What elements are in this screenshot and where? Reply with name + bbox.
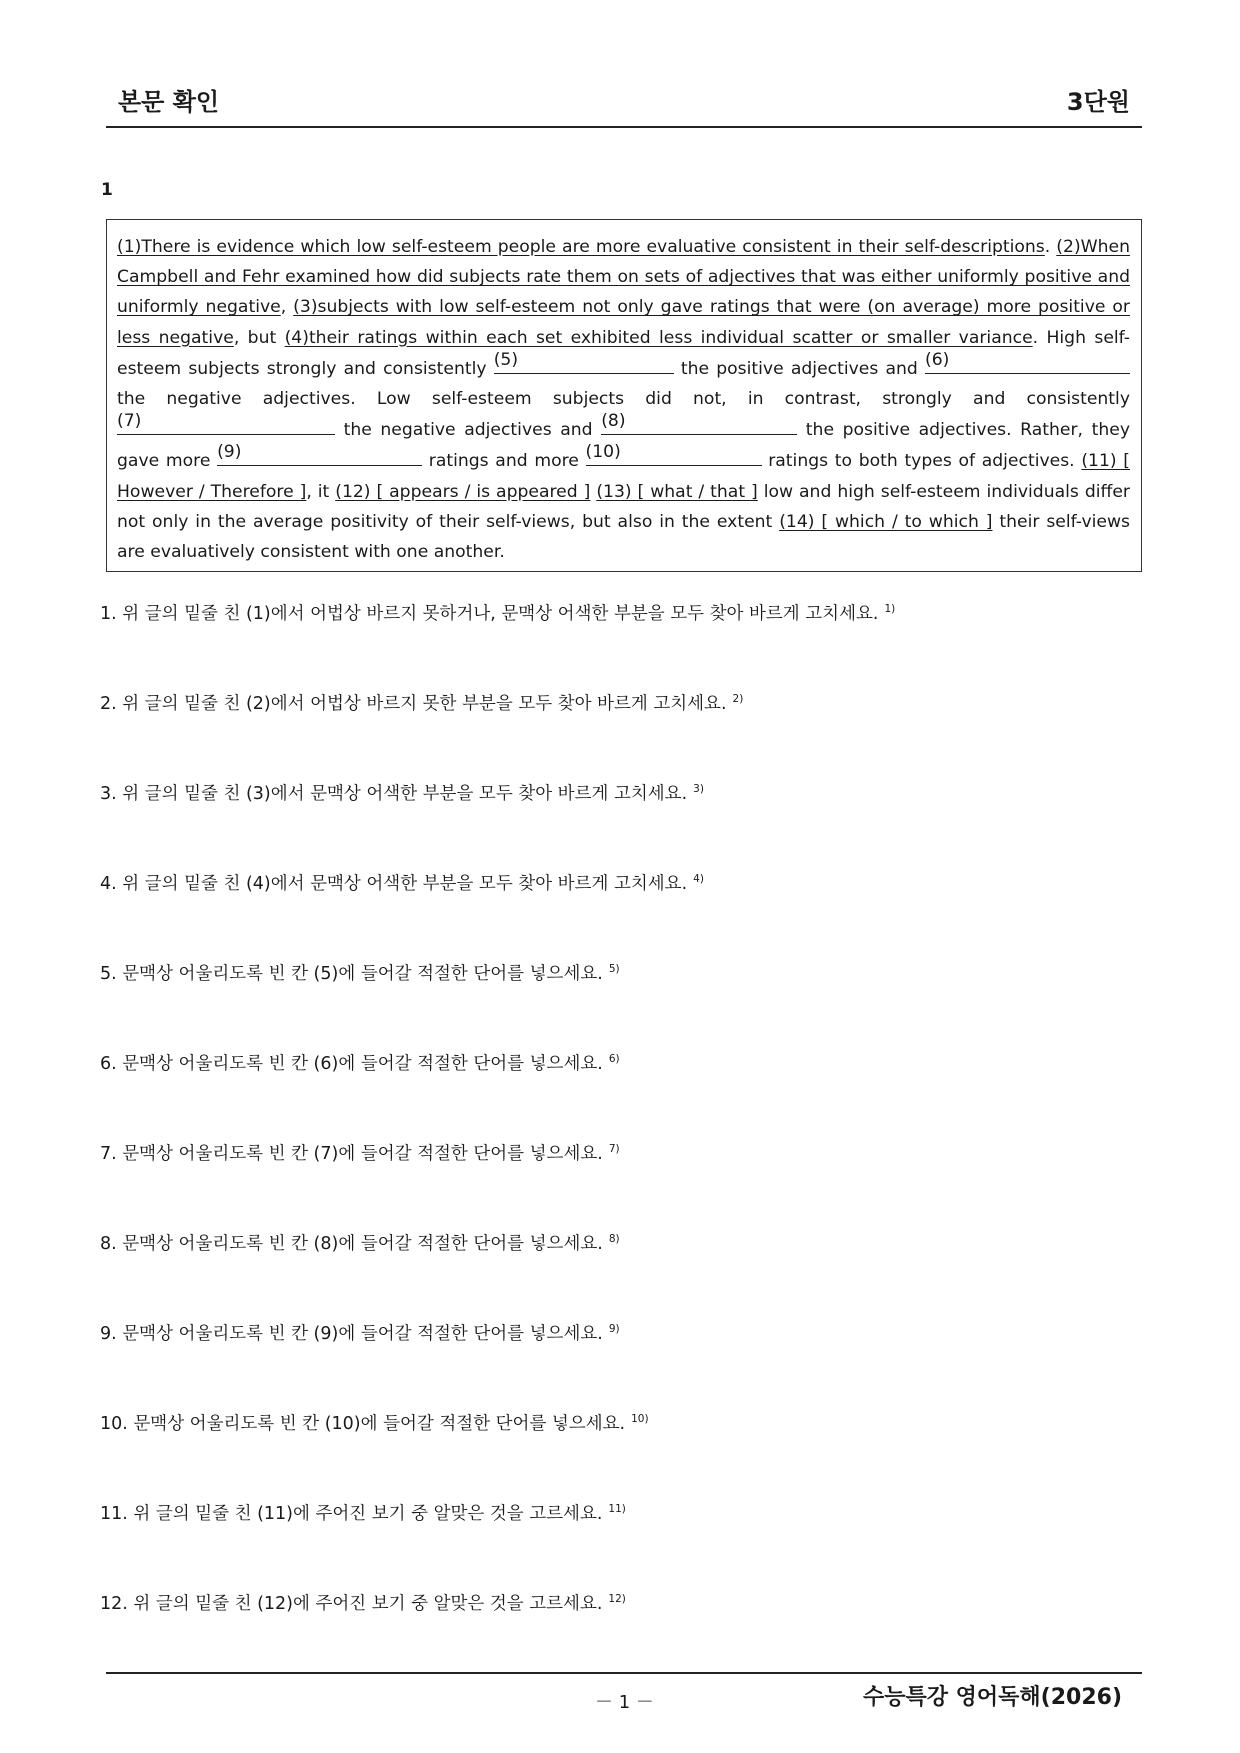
footnote-ref: 9) (608, 1323, 620, 1335)
passage-text: , but (233, 327, 285, 348)
question-text: 6. 문맥상 어울리도록 빈 칸 (6)에 들어갈 적절한 단어를 넣으세요. (100, 1054, 603, 1074)
choice-13[interactable]: (13) [ what / that ] (596, 481, 758, 502)
choice-11[interactable]: (11) [ However / Therefore ] (117, 451, 1130, 502)
footnote-ref: 10) (631, 1413, 649, 1425)
underlined-sentence-2: (2)When Campbell and Fehr examined how did subjects rate them on sets of adjectives that was either uniformly positive and uniformly negative (117, 237, 1130, 318)
passage-text: , (280, 297, 294, 318)
blank-6[interactable] (925, 349, 1130, 374)
passage-text: ratings and more (422, 451, 586, 472)
blank-label: (6) (925, 349, 950, 370)
blank-9[interactable] (217, 442, 422, 466)
passage-text: the negative adjectives. Low self-esteem subjects did not, in contrast, strongly and consistently (117, 389, 1130, 410)
question-text: 5. 문맥상 어울리도록 빈 칸 (5)에 들어갈 적절한 단어를 넣으세요. (100, 964, 603, 984)
question-item (100, 870, 704, 895)
blank-10[interactable] (585, 442, 762, 466)
passage-text: , it (306, 481, 336, 502)
question-text: 12. 위 글의 밑줄 친 (12)에 주어진 보기 중 알맞은 것을 고르세요. (100, 1594, 603, 1614)
passage-text: the negative adjectives and (335, 420, 602, 441)
passage-text: . (1044, 237, 1051, 257)
underlined-sentence-1: (1)There is evidence which low self-esteem people are more evaluative consistent in their self-descriptions (117, 237, 1045, 257)
question-item (100, 600, 895, 625)
question-text: 8. 문맥상 어울리도록 빈 칸 (8)에 들어갈 적절한 단어를 넣으세요. (100, 1234, 603, 1254)
footnote-ref: 1) (884, 603, 896, 615)
footnote-ref: 8) (608, 1233, 620, 1245)
blank-label: (5) (493, 349, 519, 370)
underlined-sentence-3: (3)subjects with low self-esteem not only gave ratings that were (on average) more positive or less negative (117, 297, 1131, 348)
blank-5[interactable] (493, 349, 674, 374)
question-item (100, 1410, 649, 1435)
footnote-ref: 3) (693, 783, 704, 795)
passage-text: their self-views are evaluatively consistent with one another. (117, 511, 1131, 563)
question-text: 9. 문맥상 어울리도록 빈 칸 (9)에 들어갈 적절한 단어를 넣으세요. (100, 1324, 603, 1344)
footnote-ref: 2) (732, 693, 744, 705)
question-item (100, 1140, 620, 1165)
choice-14[interactable]: (14) [ which / to which ] (779, 511, 993, 532)
question-text: 2. 위 글의 밑줄 친 (2)에서 어법상 바르지 못한 부분을 모두 찾아 바르게 고치세요. (100, 694, 727, 714)
footnote-ref: 12) (608, 1593, 626, 1605)
header-divider (106, 126, 1142, 128)
page-header (106, 82, 1130, 118)
blank-label: (7) (117, 411, 142, 432)
passage-text: ratings to both types of adjectives. (761, 451, 1082, 472)
blank-7[interactable] (117, 411, 335, 435)
book-title: 수능특강 영어독해(2026) (862, 1685, 1122, 1710)
question-item (100, 1590, 626, 1615)
question-item (100, 1050, 620, 1075)
footnote-ref: 11) (608, 1503, 626, 1515)
page-title: 본문 확인 (118, 88, 220, 116)
blank-label: (10) (585, 442, 621, 463)
question-text: 1. 위 글의 밑줄 친 (1)에서 어법상 바르지 못하거나, 문맥상 어색한 부분을 모두 찾아 바르게 고치세요. (100, 604, 879, 624)
question-text: 11. 위 글의 밑줄 친 (11)에 주어진 보기 중 알맞은 것을 고르세요. (100, 1504, 603, 1524)
passage-text: the positive adjectives and (673, 358, 925, 379)
question-item (100, 690, 743, 715)
passage-box (106, 219, 1142, 572)
passage-text: the positive adjectives. Rather, they gave more (117, 420, 1130, 472)
footnote-ref: 6) (608, 1053, 620, 1065)
choice-12[interactable]: (12) [ appears / is appeared ] (335, 481, 591, 502)
question-item (100, 1500, 626, 1525)
question-text: 3. 위 글의 밑줄 친 (3)에서 문맥상 어색한 부분을 모두 찾아 바르게 고치세요. (100, 784, 688, 804)
unit-label: 3단원 (1066, 88, 1130, 116)
question-text: 7. 문맥상 어울리도록 빈 칸 (7)에 들어갈 적절한 단어를 넣으세요. (100, 1144, 603, 1164)
underlined-sentence-4: (4)their ratings within each set exhibited less individual scatter or smaller variance (284, 327, 1033, 348)
blank-label: (8) (601, 411, 626, 432)
footnote-ref: 7) (608, 1143, 620, 1155)
question-item (100, 780, 704, 805)
question-item (100, 1320, 620, 1345)
blank-label: (9) (217, 442, 242, 463)
question-text: 10. 문맥상 어울리도록 빈 칸 (10)에 들어갈 적절한 단어를 넣으세요. (100, 1414, 626, 1434)
footer-divider (106, 1672, 1142, 1674)
passage-text: low and high self-esteem individuals differ not only in the average positivity of their self-views, but also in the extent (117, 481, 1130, 532)
question-number: 1 (101, 180, 113, 200)
footnote-ref: 5) (608, 963, 620, 975)
footnote-ref: 4) (693, 873, 704, 885)
blank-8[interactable] (601, 411, 797, 435)
question-text: 4. 위 글의 밑줄 친 (4)에서 문맥상 어색한 부분을 모두 찾아 바르게 고치세요. (100, 874, 688, 894)
question-item (100, 1230, 620, 1255)
question-item (100, 960, 620, 985)
page-number: － 1 － (595, 1692, 654, 1713)
passage-text: . High self-esteem subjects strongly and consistently (117, 327, 1130, 379)
